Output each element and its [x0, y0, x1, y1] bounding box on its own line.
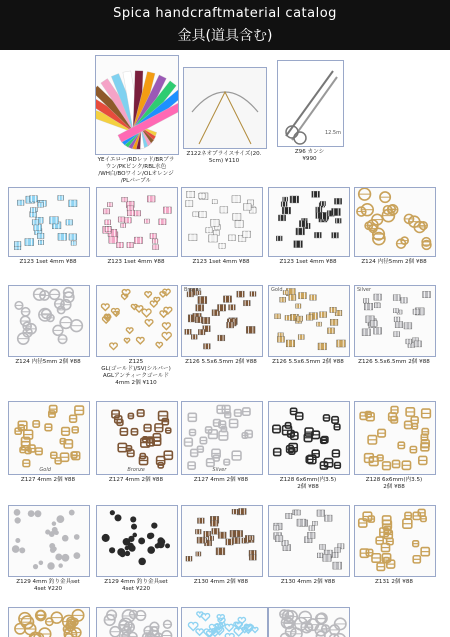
product-photo [95, 55, 179, 155]
caption-line: 2個 ¥88 [297, 484, 319, 490]
item-caption [267, 149, 352, 163]
item-caption [350, 359, 438, 366]
product-photo [268, 401, 350, 475]
product-photo [183, 67, 267, 149]
item-caption [264, 359, 352, 366]
caption-line: 4set ¥220 [121, 586, 151, 592]
caption-line: 5cm) ¥110 [208, 158, 240, 164]
caption-line: ウン/PKピンク/RBL水色 [105, 164, 167, 170]
item-caption [350, 259, 438, 266]
item-caption [4, 477, 92, 484]
item-caption [264, 579, 352, 586]
product-photo [181, 401, 263, 475]
caption-line: Z123 1set 4mm ¥88 [19, 259, 77, 265]
caption-line: Z127 4mm 2個 ¥88 [108, 477, 164, 483]
finish-label: Bronze [127, 467, 145, 473]
product-photo-partial [8, 607, 90, 637]
catalog-subtitle: 金具(道具含む) [177, 28, 273, 44]
caption-line: Z128 6x6mm(内3.5) [365, 477, 423, 483]
caption-line: Z128 6x6mm(内3.5) [279, 477, 337, 483]
product-photo [96, 401, 178, 475]
caption-line: Z129 4mm 釣り金具set [104, 579, 168, 585]
product-photo [268, 505, 350, 577]
caption-line: Z130 4mm 2個 ¥88 [193, 579, 249, 585]
item-caption [4, 359, 92, 366]
finish-label: Bronze [184, 287, 202, 293]
product-photo-partial [268, 607, 350, 637]
product-photo [96, 187, 178, 257]
item-caption [177, 579, 265, 586]
caption-line: 4set ¥220 [33, 586, 63, 592]
item-caption [173, 151, 275, 165]
item-caption [4, 579, 92, 593]
product-photo [277, 60, 344, 147]
item-caption [92, 259, 180, 266]
product-photo [268, 285, 350, 357]
caption-line: Z123 1set 4mm ¥88 [192, 259, 250, 265]
product-photo [181, 285, 263, 357]
product-photo [268, 187, 350, 257]
item-caption [4, 259, 92, 266]
finish-label: Gold [39, 467, 51, 473]
item-caption [350, 579, 438, 586]
caption-line: /PLパープル [120, 178, 152, 184]
caption-line: Z122ネオプライスサイズ(20. [186, 151, 262, 157]
caption-line: Z123 1set 4mm ¥88 [107, 259, 165, 265]
caption-line: Z131 2個 ¥88 [375, 579, 413, 585]
caption-line: AGLアンティークゴールド [102, 373, 170, 379]
item-caption [350, 477, 438, 491]
finish-label: Silver [212, 467, 227, 473]
caption-line: YEイエロー/RDレッド/BRブラ [97, 157, 175, 163]
product-photo [181, 187, 263, 257]
product-photo-partial [181, 607, 268, 637]
catalog-header [0, 0, 450, 50]
catalog-title: Spica handcraftmaterial catalog [113, 6, 337, 21]
caption-line: Z129 4mm 釣り金具set [16, 579, 80, 585]
caption-line: Z126 5.5x6.5mm 2個 ¥88 [185, 359, 257, 365]
caption-line: Z126 5.5x6.5mm 2個 ¥88 [272, 359, 344, 365]
finish-label: Gold [271, 287, 283, 293]
item-caption [177, 259, 265, 266]
caption-line: GL(ゴールド)/SV(シルバー) [101, 366, 171, 372]
caption-line: Z124 内径5mm 2個 ¥88 [361, 259, 427, 265]
caption-line: /WH白/BOワイン/OLオレンジ [98, 171, 174, 177]
caption-line: ¥990 [302, 156, 317, 162]
caption-line: Z125 [128, 359, 144, 365]
product-photo [354, 285, 436, 357]
product-photo [354, 401, 436, 475]
caption-line: Z124 内径5mm 2個 ¥88 [15, 359, 81, 365]
caption-line: Z127 4mm 2個 ¥88 [193, 477, 249, 483]
item-caption [92, 359, 180, 387]
product-photo [181, 505, 263, 577]
product-photo [8, 285, 90, 357]
product-photo [96, 285, 178, 357]
size-badge: 12.5m [324, 130, 341, 136]
product-photo [96, 505, 178, 577]
product-photo [354, 505, 436, 577]
caption-line: Z126 5.5x6.5mm 2個 ¥88 [358, 359, 430, 365]
finish-label: Silver [357, 287, 372, 293]
item-caption [264, 477, 352, 491]
caption-line: Z130 4mm 2個 ¥88 [280, 579, 336, 585]
product-photo [8, 401, 90, 475]
item-caption [177, 477, 265, 484]
product-photo [8, 505, 90, 577]
product-photo-partial [96, 607, 178, 637]
item-caption [92, 477, 180, 484]
caption-line: Z127 4mm 2個 ¥88 [20, 477, 76, 483]
product-photo [354, 187, 436, 257]
caption-line: 4mm 2個 ¥110 [115, 380, 157, 386]
item-caption [92, 579, 180, 593]
caption-line: 2個 ¥88 [383, 484, 405, 490]
product-photo [8, 187, 90, 257]
item-caption [177, 359, 265, 366]
item-caption [264, 259, 352, 266]
caption-line: Z96 カンシ [294, 149, 325, 155]
caption-line: Z123 1set 4mm ¥88 [279, 259, 337, 265]
